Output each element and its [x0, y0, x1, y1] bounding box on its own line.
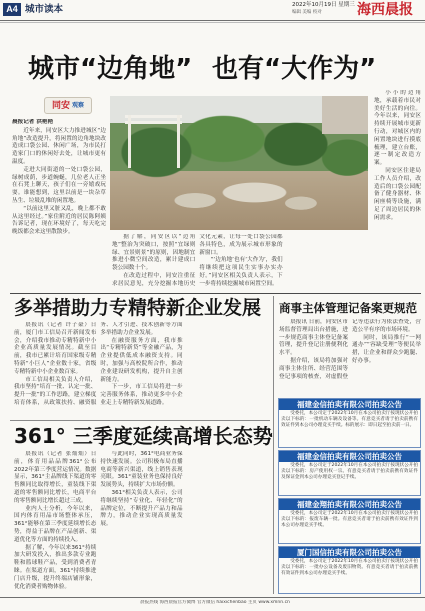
article2-headline: 多举措助力专精特新企业发展: [14, 297, 262, 319]
paragraph: “‘边角地’也有‘大作为’，我们将继续把这项民生实事办实办好。”同安区相关负责人表示，下一步将持续挖掘城市闲置空间。: [199, 257, 283, 287]
auction-notice-title: 厦门国信拍卖有限公司拍卖公告: [279, 547, 420, 558]
byline: 晨报记者 洪艳艳: [12, 119, 54, 125]
photo-pergola: [125, 121, 182, 124]
main-article-left-column: [12, 119, 106, 290]
editor-credits: 编辑 美编 校对: [292, 10, 322, 15]
paragraph: 走进大同街道的一处口袋公园，绿树成荫，步道蜿蜒，几位老人正坐在石凳上聊天，孩子们在一旁嬉戏玩耍。谁能想到，这里以前是一块杂草丛生、垃圾乱堆的闲置地。: [12, 166, 106, 204]
newspaper-logo: 海西晨报: [357, 2, 413, 18]
auction-notice-title: 福建金翔拍卖有限公司拍卖公告: [279, 499, 420, 510]
paragraph: 晨报讯（记者 张灿灿）日前，体育用品品牌361°公布2022年第三季度营运情况。数据显示，361°主品牌线下渠道的零售额同比取得增长，童装线下渠道的零售额同比增长，电商平台的零售额同比增长超过三成。: [14, 451, 97, 504]
paragraph: 下一步，市工信局将进一步完善服务体系，推动更多中小企业走上专精特新发展道路。: [100, 384, 183, 406]
main-article-lower-columns: [112, 234, 370, 290]
paragraph: 同安区住建局工作人员介绍，改造后的口袋公园配备了健身器材、休闲座椅等设施，满足了周边居民的休闲需求。: [374, 167, 421, 221]
auction-notice: [278, 398, 421, 448]
paragraph: 与此同时，361°电商业务保持快速发展。公司积极布局直播电商等新兴渠道，线上销售表现亮眼。361°童装业务也保持良好发展势头，持续扩大市场份额。: [100, 451, 183, 489]
section-divider: [10, 293, 421, 294]
article3-headline: 361° 三季度延续高增长态势: [14, 424, 273, 448]
badge-main-text: 同安: [51, 100, 70, 111]
footer-text: 晨报热线 海西晨报官方微博 官方微信 haixichenbao 主页 www.xmnn.cn: [140, 600, 290, 605]
paragraph: 在融资服务方面，我市推出“专精特新贷”等金融产品，为企业提供低成本融资支持。同时，加强与高校院所合作，推动企业建设研发机构，提升自主创新能力。: [100, 337, 183, 383]
article3-body: [14, 451, 269, 594]
auction-notice-title: 福建金信拍卖有限公司拍卖公告: [279, 451, 420, 462]
article4-headline: 商事主体管理记备案更规范: [279, 301, 417, 315]
auction-notice-text: 受委托，本公司定于2022年10月在本公司拍卖厅按现状公开拍卖以下标的：房产使用权一宗。有意竞买者请于拍卖前携有效证件及保证金到本公司办理竞买登记手续。: [281, 463, 418, 480]
footer-divider: [0, 597, 425, 598]
header-divider-thin: [0, 22, 425, 23]
article2-body: [14, 322, 269, 418]
paragraph: 据介绍，该局将加强对商事主体住所、经营范围等登记事项的核查，对虚假登记等违法行为依法查处，营造公平有序的市场环境。: [279, 319, 421, 380]
section-name: 城市读本: [25, 4, 64, 15]
column-badge: [44, 97, 92, 114]
photo-pergola: [125, 115, 182, 118]
paragraph: 业内人士分析，今年以来，国内体育用品市场整体承压，361°能够在第三季度延续增长态势，得益于品牌在产品创新、渠道优化等方面的持续投入。: [14, 505, 97, 543]
auction-notice-title: 福建金信拍卖有限公司拍卖公告: [279, 399, 420, 410]
page-number: A4: [3, 3, 21, 16]
paragraph: 市工信局相关负责人介绍，我市坚持“培育一批、认定一批、提升一批”的工作思路，建立梯度培育体系，从政策扶持、融资服务、人才引进、技术创新等方面多举措助力企业发展。: [14, 322, 183, 406]
paragraph: 在改造过程中，同安注重征求居民意见，充分挖掘本地历史文化元素，让每一处口袋公园都各具特色，成为展示城市形象的新窗口。: [112, 234, 283, 287]
column-divider: [273, 296, 274, 594]
paragraph: 晨报讯 日前，同安区市场监督管理局出台措施，进一步规范商事主体登记备案管理，提升登记注册便利化水平。: [279, 319, 348, 357]
auction-notice-text: 受委托，本公司定于2022年10月在本公司拍卖厅按现状公开拍卖以下标的：报废车辆一批。有意竞买者请于拍卖前携有效证件到本公司办理竞买手续。: [281, 511, 418, 528]
auction-notice: [278, 498, 421, 544]
section-divider: [10, 420, 270, 421]
main-headline-part2: 也有“大作为”: [212, 54, 377, 84]
paragraph: 近年来，同安区大力推进城区“边角地”改造提升，将闲置的边角地块改造成口袋公园、休闲广场，为市民打造家门口的休闲好去处，让城市更有温度。: [12, 127, 106, 165]
paragraph: 小小的边角地，承载着市民对美好生活的向往。今年以来，同安区持续开展城市更新行动，对城区内的闲置地块进行摸底梳理，建立台账，逐一制定改造方案。: [374, 90, 421, 167]
paragraph: “以前这里又脏又乱，晚上都不敢从这里经过。”家住附近的居民陈阿姨告诉记者，现在环境好了，每天吃完晚饭都会来这里散散步。: [12, 205, 106, 236]
paragraph: 据了解，同安区以“边角地”整治为突破口，按照“宜绿则绿、宜景则景”的原则，因地制宜推进小微空间改造，累计建成口袋公园数十个。: [112, 234, 196, 272]
paragraph: 晨报讯（记者 许子豪）日前，厦门市工信局召开新闻发布会，介绍我市推动专精特新中小企业高质量发展情况。截至目前，我市已累计培育国家级专精特新“小巨人”企业数十家，省级专精特新中小企业数百家。: [14, 322, 97, 375]
paragraph: 据了解，今年以来361°持续加大研发投入，推出多款专业跑鞋和篮球鞋产品，受到消费者青睐。在渠道方面，361°持续推进门店升级，提升终端店铺形象，优化消费者购物体验。: [14, 544, 97, 590]
main-article-right-column: [374, 90, 421, 290]
header-divider: [0, 20, 425, 21]
photo-pergola-post: [128, 115, 131, 169]
auction-notice-text: 受委托，本公司定于2022年10月在本公司拍卖厅按现状公开拍卖以下标的：一批机动车辆及设备等。有意竞买者请于拍卖前携有效证件到本公司办理竞买手续。标的展示：即日起至拍卖前一日。: [281, 411, 418, 428]
paragraph: 同时，该局推行“一网通办”“容缺受理”等便民举措，让企业和群众少跑腿、好办事。: [352, 334, 421, 364]
auction-notice: [278, 546, 421, 594]
article-photo: [110, 96, 368, 230]
photo-building: [322, 96, 368, 134]
badge-sub-text: 观察: [72, 101, 85, 109]
article4-body: [279, 319, 421, 395]
auction-notice-text: 受委托，本公司定于2022年10月在本公司拍卖厅按现状公开拍卖以下标的：一批办公设备及废旧物资。有意竞买者请于拍卖前携有效证件到本公司办理竞买手续。: [281, 559, 418, 576]
photo-pergola-post: [177, 115, 180, 169]
auction-notice: [278, 450, 421, 496]
issue-date: 2022年10月19日 星期三: [292, 2, 355, 8]
main-headline-part1: 城市“边角地”: [28, 54, 193, 84]
paragraph: 361°相关负责人表示，公司将继续坚持“专业化、年轻化”的品牌定位，不断提升产品力和品牌力，推动企业实现高质量发展。: [100, 489, 183, 528]
